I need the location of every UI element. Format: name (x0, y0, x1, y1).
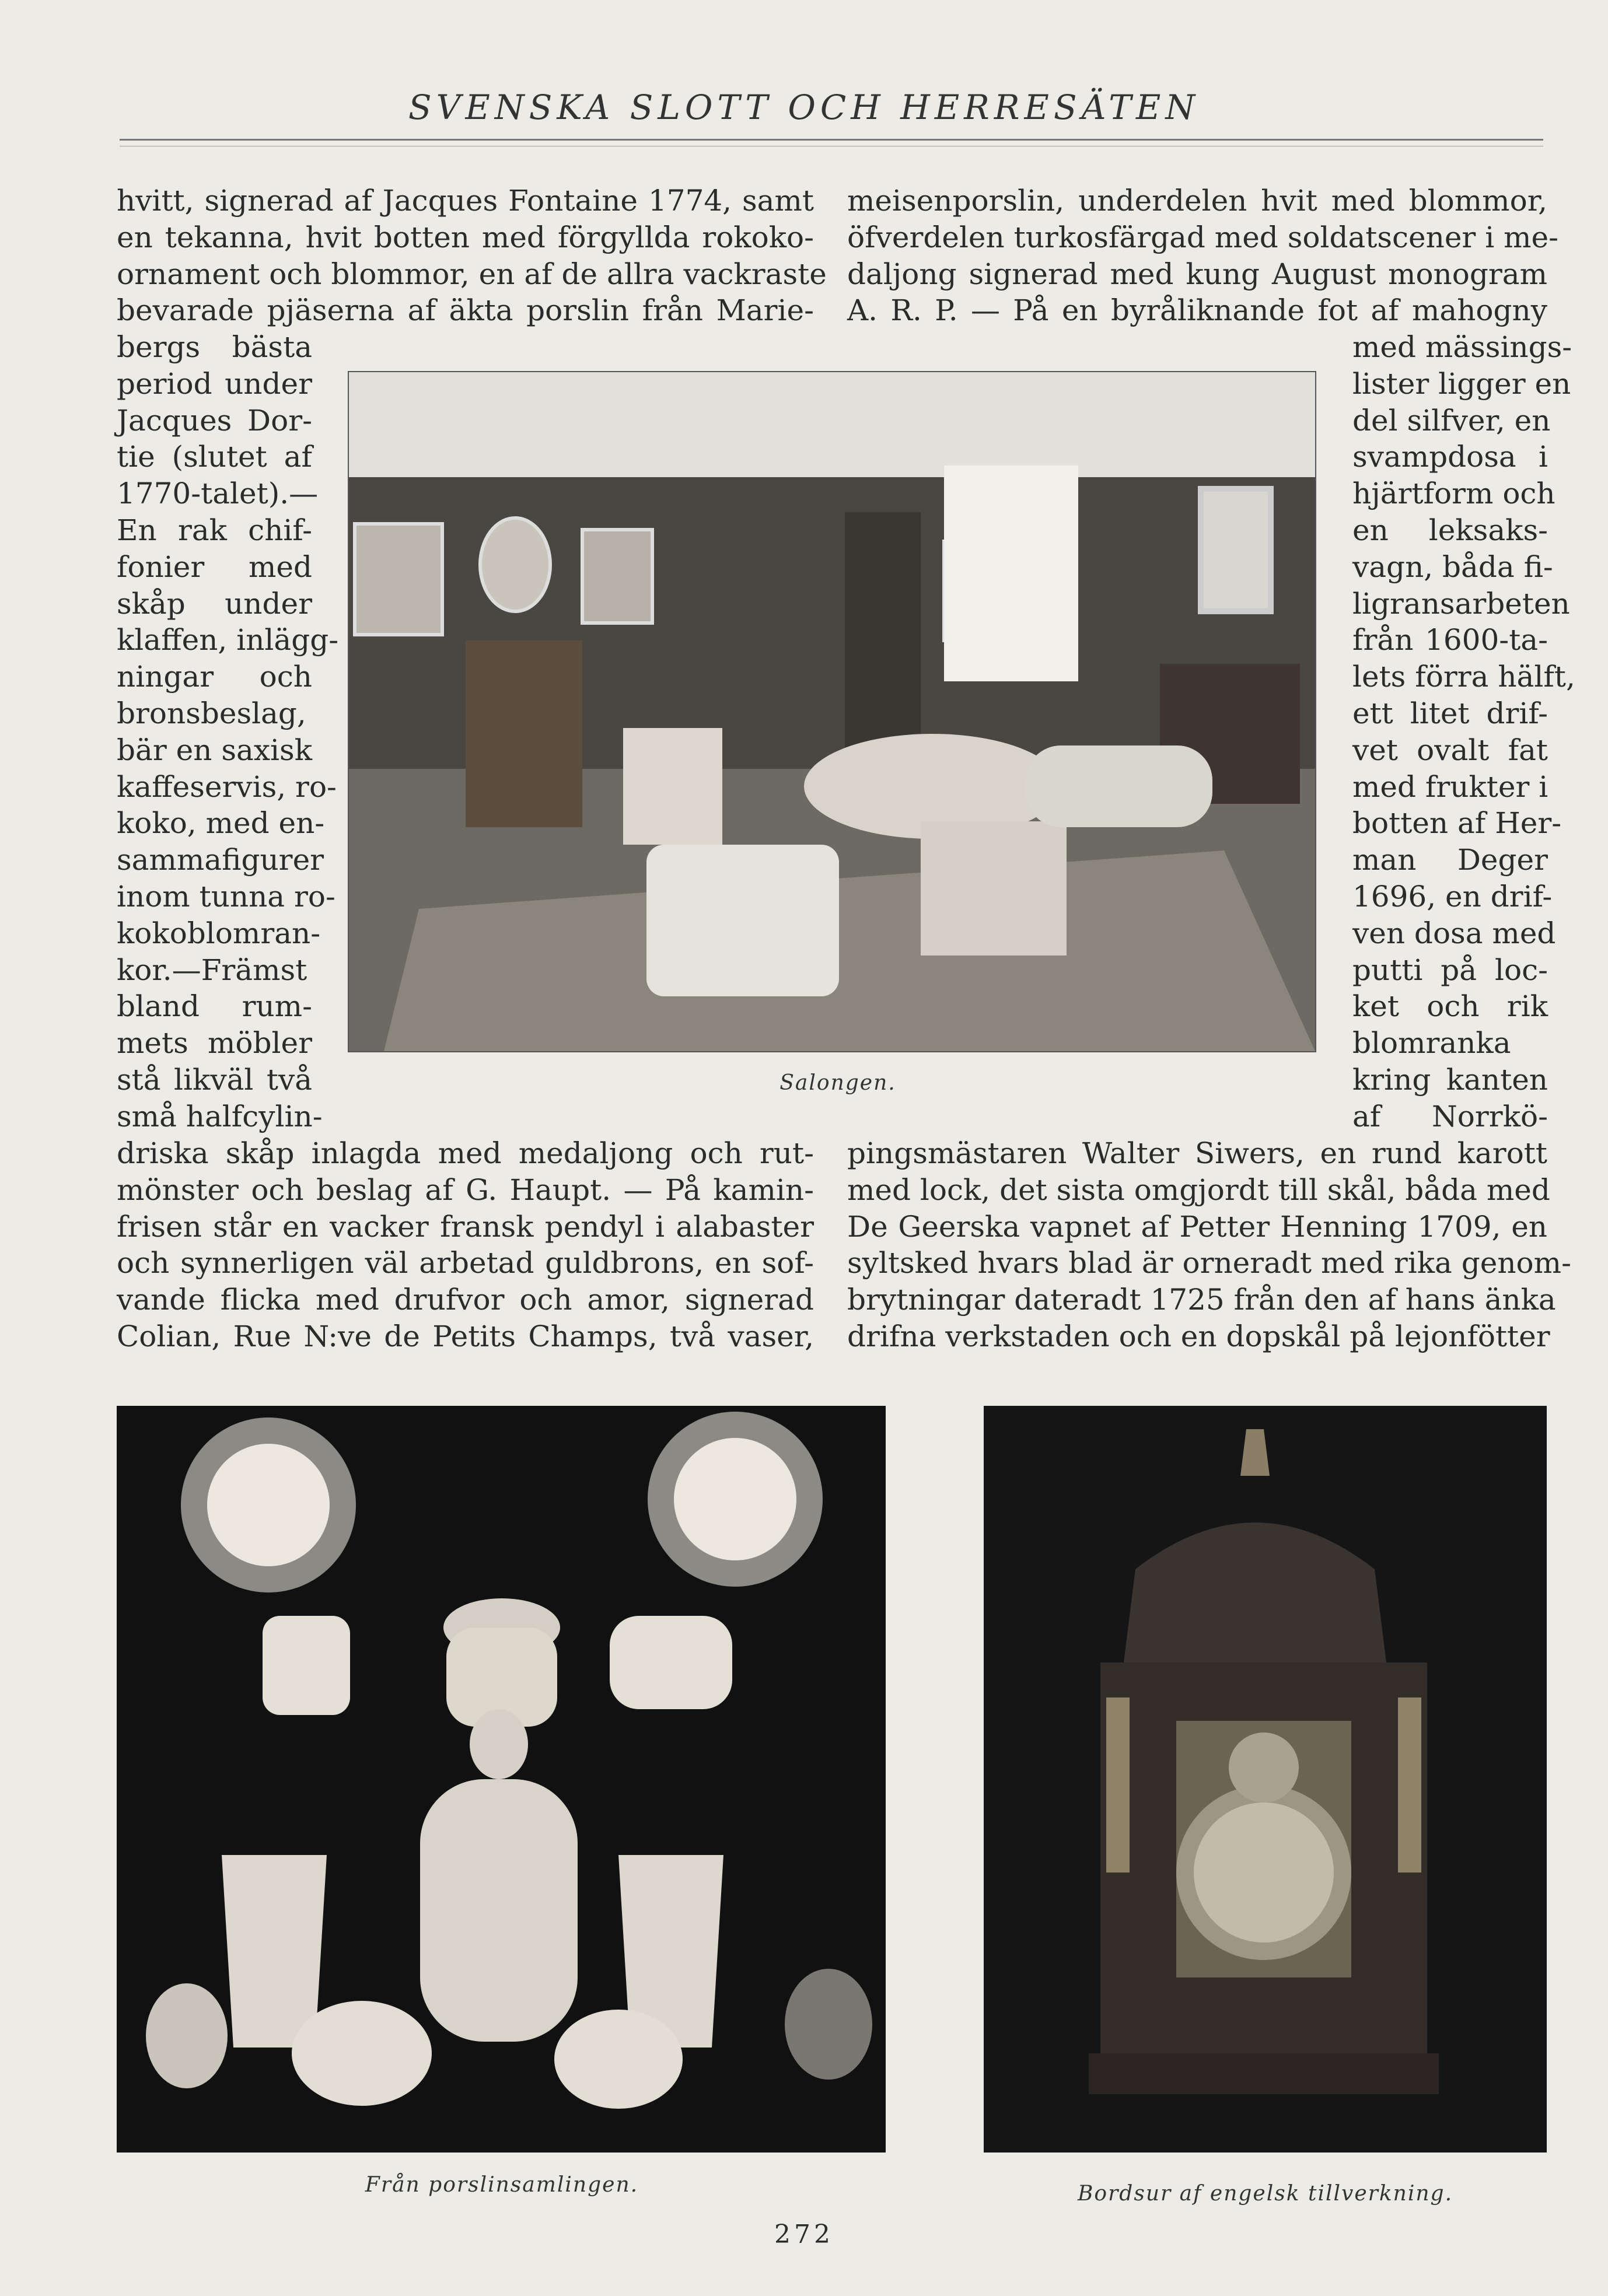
left-narrow-line: mets möbler (117, 1026, 312, 1060)
right-bottom-line: pingsmästaren Walter Siwers, en rund karott (847, 1136, 1547, 1170)
right-narrow-line: vagn, båda fi- (1352, 550, 1553, 584)
page-number: 272 (774, 2220, 834, 2249)
right-bottom-line: brytningar dateradt 1725 från den af hans änka (847, 1283, 1556, 1317)
left-narrow-line: 1770-talet).— (117, 477, 319, 511)
left-narrow-line: bergs bästa (117, 330, 312, 364)
left-top-line: hvitt, signerad af Jacques Fontaine 1774, samt (117, 184, 814, 218)
right-narrow-line: ven dosa med (1352, 916, 1556, 950)
left-top-line: bevarade pjäserna af äkta porslin från Marie- (117, 293, 814, 328)
left-bottom-line: Colian, Rue N:ve de Petits Champs, två vaser, (117, 1320, 814, 1353)
left-top-line: en tekanna, hvit botten med förgyllda rokoko- (117, 220, 814, 254)
right-narrow-line: hjärtform och (1352, 477, 1555, 511)
right-bottom-line: med lock, det sista omgjordt till skål, båda med (847, 1172, 1550, 1207)
right-narrow-line: med mässings- (1352, 330, 1572, 364)
left-narrow-line: kokoblomran- (117, 916, 321, 950)
left-narrow-line: kaffeservis, ro- (117, 769, 337, 804)
left-narrow-line: bär en saxisk (117, 733, 312, 767)
left-narrow-line: tie (slutet af (117, 440, 312, 474)
right-narrow-line: lister ligger en (1352, 366, 1571, 401)
right-top-line: A. R. P. — På en byråliknande fot af mahogny (847, 293, 1547, 328)
salon-caption: Salongen. (779, 1071, 896, 1095)
left-narrow-line: bland rum- (117, 989, 312, 1024)
left-narrow-line: En rak chif- (117, 513, 312, 547)
right-narrow-line: botten af Her- (1352, 806, 1562, 841)
right-narrow-line: blomranka (1352, 1026, 1511, 1060)
header-rule (120, 139, 1543, 141)
left-narrow-line: skåp under (117, 586, 312, 621)
left-narrow-line: ningar och (117, 660, 312, 694)
left-narrow-line: klaffen, inlägg- (117, 623, 339, 657)
right-narrow-line: man Deger (1352, 843, 1548, 877)
right-bottom-line: drifna verkstaden och en dopskål på lejonfötter (847, 1320, 1550, 1353)
right-narrow-line: med frukter i (1352, 769, 1548, 804)
left-bottom-line: mönster och beslag af G. Haupt. — På kamin- (117, 1172, 814, 1207)
clock-illustration (984, 1406, 1547, 2152)
right-narrow-line: putti på loc- (1352, 953, 1548, 987)
right-narrow-line: svampdosa i (1352, 440, 1548, 474)
clock-caption: Bordsur af engelsk tillverkning. (1077, 2182, 1453, 2206)
right-narrow-line: från 1600-ta- (1352, 623, 1548, 657)
left-bottom-line: vande flicka med drufvor och amor, signerad (117, 1283, 814, 1317)
left-narrow-line: fonier med (117, 550, 312, 584)
left-narrow-line: period under (117, 366, 312, 401)
left-narrow-line: bronsbeslag, (117, 696, 306, 730)
left-bottom-line: driska skåp inlagda med medaljong och rut- (117, 1136, 814, 1170)
right-bottom-line: De Geerska vapnet af Petter Henning 1709, en (847, 1209, 1547, 1244)
running-header: SVENSKA SLOTT OCH HERRESÄTEN (408, 88, 1200, 127)
right-narrow-line: 1696, en drif- (1352, 880, 1553, 914)
right-top-line: meisenporslin, underdelen hvit med blommor, (847, 184, 1547, 218)
clock-photo (984, 1406, 1547, 2152)
left-top-line: ornament och blommor, en af de allra vackraste (117, 257, 827, 291)
salon-illustration (349, 372, 1315, 1051)
right-narrow-line: kring kanten (1352, 1063, 1548, 1097)
porcelain-illustration (117, 1406, 886, 2152)
left-bottom-line: och synnerligen väl arbetad guldbrons, en sof- (117, 1246, 814, 1280)
porcelain-photo (117, 1406, 886, 2152)
right-narrow-line: en leksaks- (1352, 513, 1548, 547)
right-top-line: daljong signerad med kung August monogram (847, 257, 1547, 291)
left-bottom-line: frisen står en vacker fransk pendyl i alabaster (117, 1209, 814, 1244)
right-narrow-line: af Norrkö- (1352, 1099, 1548, 1133)
left-narrow-line: inom tunna ro- (117, 880, 335, 914)
right-narrow-line: vet ovalt fat (1352, 733, 1548, 767)
right-narrow-line: ket och rik (1352, 989, 1548, 1024)
salon-photo (348, 371, 1316, 1052)
right-top-line: öfverdelen turkosfärgad med soldatscener i me- (847, 220, 1558, 254)
right-narrow-line: lets förra hälft, (1352, 660, 1575, 694)
left-narrow-line: kor.—Främst (117, 953, 307, 987)
left-narrow-line: små halfcylin- (117, 1099, 323, 1133)
right-narrow-line: del silfver, en (1352, 403, 1551, 438)
left-narrow-line: stå likväl två (117, 1063, 312, 1097)
right-bottom-line: syltsked hvars blad är orneradt med rika genom- (847, 1246, 1571, 1280)
porcelain-caption: Från porslinsamlingen. (365, 2173, 639, 2197)
left-narrow-line: Jacques Dor- (117, 403, 312, 438)
left-narrow-line: sammafigurer (117, 843, 324, 877)
right-narrow-line: ett litet drif- (1352, 696, 1548, 730)
right-narrow-line: ligransarbeten (1352, 586, 1570, 621)
left-narrow-line: koko, med en- (117, 806, 325, 841)
